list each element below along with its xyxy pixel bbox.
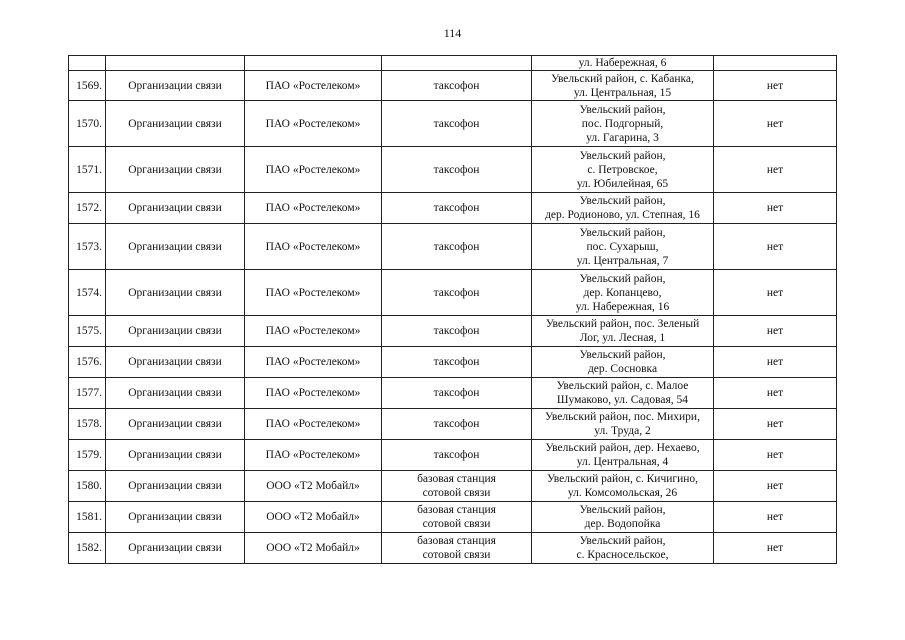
table-row xyxy=(69,502,837,533)
table-body xyxy=(69,71,837,564)
table-row xyxy=(69,316,837,347)
cell-status: нет xyxy=(714,440,837,471)
address-line: ул. Центральная, 15 xyxy=(573,86,672,99)
cell-category xyxy=(106,56,245,71)
cell-object: таксофон xyxy=(382,378,532,409)
cell-num: 1569. xyxy=(69,71,106,101)
cell-object: таксофон xyxy=(382,101,532,147)
cell-num: 1572. xyxy=(69,193,106,224)
cell-object: таксофон xyxy=(382,193,532,224)
cell-category: Организации связи xyxy=(106,502,245,533)
cell-address xyxy=(532,378,714,409)
address-line: с. Петровское, xyxy=(587,163,658,176)
cell-org: ПАО «Ростелеком» xyxy=(245,193,382,224)
cell-org: ПАО «Ростелеком» xyxy=(245,147,382,193)
cell-category: Организации связи xyxy=(106,347,245,378)
cell-num: 1579. xyxy=(69,440,106,471)
cell-category: Организации связи xyxy=(106,471,245,502)
cell-num: 1580. xyxy=(69,471,106,502)
cell-num: 1575. xyxy=(69,316,106,347)
cell-object xyxy=(382,502,532,533)
cell-category: Организации связи xyxy=(106,270,245,316)
cell-status: нет xyxy=(714,347,837,378)
cell-address xyxy=(532,409,714,440)
cell-status: нет xyxy=(714,409,837,440)
cell-org: ПАО «Ростелеком» xyxy=(245,101,382,147)
cell-object: таксофон xyxy=(382,440,532,471)
cell-category: Организации связи xyxy=(106,224,245,270)
cell-num: 1571. xyxy=(69,147,106,193)
address-line: ул. Комсомольская, 26 xyxy=(567,487,678,499)
cell-address xyxy=(532,71,714,101)
cell-status: нет xyxy=(714,71,837,101)
table-row xyxy=(69,101,837,147)
address-line: Шумаково, ул. Садовая, 54 xyxy=(556,394,689,406)
table-row xyxy=(69,193,837,224)
cell-num: 1582. xyxy=(69,533,106,564)
table-row xyxy=(69,471,837,502)
address-line: Лог, ул. Лесная, 1 xyxy=(579,332,666,344)
cell-status: нет xyxy=(714,533,837,564)
address-line: Увельский район, пос. Михири, xyxy=(545,411,700,423)
table-row xyxy=(69,71,837,101)
address-line: пос. Сухарыш, xyxy=(586,240,659,253)
page-number: 114 xyxy=(443,26,462,40)
cell-org: ПАО «Ростелеком» xyxy=(245,71,382,101)
address-line: ул. Гагарина, 3 xyxy=(586,131,659,144)
cell-org: ПАО «Ростелеком» xyxy=(245,409,382,440)
address-line: ул. Центральная, 4 xyxy=(576,456,669,468)
table-row xyxy=(69,347,837,378)
cell-org xyxy=(245,56,382,71)
cell-address xyxy=(532,316,714,347)
cell-org: ПАО «Ростелеком» xyxy=(245,224,382,270)
cell-org: ПАО «Ростелеком» xyxy=(245,270,382,316)
cell-address xyxy=(532,224,714,270)
address-line: Увельский район, с. Малое xyxy=(556,380,689,392)
document-table xyxy=(68,55,837,564)
cell-num: 1570. xyxy=(69,101,106,147)
cell-address xyxy=(532,270,714,316)
cell-address xyxy=(532,347,714,378)
table-row xyxy=(69,409,837,440)
cell-status xyxy=(714,56,837,71)
cell-status: нет xyxy=(714,316,837,347)
address-line: ул. Центральная, 7 xyxy=(576,254,669,267)
object-line: сотовой связи xyxy=(422,487,491,499)
address-line: Увельский район, xyxy=(579,103,666,116)
object-line: сотовой связи xyxy=(422,518,491,530)
cell-num: 1576. xyxy=(69,347,106,378)
address-line: Увельский район, дер. Нехаево, xyxy=(545,442,700,454)
cell-category: Организации связи xyxy=(106,316,245,347)
cell-object: таксофон xyxy=(382,347,532,378)
table-row xyxy=(69,378,837,409)
address-line: дер. Родионово, ул. Степная, 16 xyxy=(545,209,700,221)
cell-org: ПАО «Ростелеком» xyxy=(245,347,382,378)
address-line: ул. Труда, 2 xyxy=(594,425,651,437)
object-line: базовая станция xyxy=(417,473,496,485)
address-line: Увельский район, с. Кичигино, xyxy=(546,473,699,485)
cell-address xyxy=(532,440,714,471)
address-line: с. Красносельское, xyxy=(576,549,669,561)
cell-object xyxy=(382,533,532,564)
cell-category: Организации связи xyxy=(106,71,245,101)
cell-status: нет xyxy=(714,471,837,502)
address-line: Увельский район, xyxy=(579,535,666,547)
cell-category: Организации связи xyxy=(106,533,245,564)
cell-category: Организации связи xyxy=(106,378,245,409)
object-line: сотовой связи xyxy=(422,549,491,561)
continuation-row xyxy=(69,56,837,71)
cell-address xyxy=(532,147,714,193)
table-row xyxy=(69,440,837,471)
address-line: Увельский район, xyxy=(579,349,666,361)
address-line: Увельский район, с. Кабанка, xyxy=(551,72,694,85)
cell-object: таксофон xyxy=(382,71,532,101)
cell-category: Организации связи xyxy=(106,193,245,224)
cell-org: ООО «Т2 Мобайл» xyxy=(245,502,382,533)
address-line: Увельский район, xyxy=(579,195,666,207)
address-line: дер. Сосновка xyxy=(587,363,658,375)
cell-object: таксофон xyxy=(382,224,532,270)
cell-num: 1573. xyxy=(69,224,106,270)
cell-address xyxy=(532,471,714,502)
cell-status: нет xyxy=(714,193,837,224)
cell-category: Организации связи xyxy=(106,101,245,147)
cell-address xyxy=(532,502,714,533)
cell-object xyxy=(382,56,532,71)
address-line: Увельский район, xyxy=(579,272,666,285)
cell-num: 1574. xyxy=(69,270,106,316)
address-line: Увельский район, xyxy=(579,504,666,516)
cell-object: таксофон xyxy=(382,409,532,440)
table-row xyxy=(69,270,837,316)
cell-address xyxy=(532,56,714,71)
address-line: Увельский район, пос. Зеленый xyxy=(545,318,700,330)
cell-address xyxy=(532,533,714,564)
table-row xyxy=(69,147,837,193)
cell-org: ООО «Т2 Мобайл» xyxy=(245,533,382,564)
cell-status: нет xyxy=(714,101,837,147)
cell-status: нет xyxy=(714,224,837,270)
cell-num: 1577. xyxy=(69,378,106,409)
cell-address xyxy=(532,193,714,224)
address-line: Увельский район, xyxy=(579,149,666,162)
cell-category: Организации связи xyxy=(106,147,245,193)
address-line: дер. Копанцево, xyxy=(583,286,662,299)
address-line: дер. Водопойка xyxy=(584,518,661,530)
address-line: пос. Подгорный, xyxy=(581,117,664,130)
address-line: ул. Юбилейная, 65 xyxy=(576,177,669,190)
table-row xyxy=(69,533,837,564)
cell-category: Организации связи xyxy=(106,440,245,471)
cell-category: Организации связи xyxy=(106,409,245,440)
cell-num: 1578. xyxy=(69,409,106,440)
object-line: базовая станция xyxy=(417,504,496,516)
cell-status: нет xyxy=(714,502,837,533)
address-line: ул. Набережная, 16 xyxy=(575,300,670,313)
cell-status: нет xyxy=(714,378,837,409)
table-row xyxy=(69,224,837,270)
cell-status: нет xyxy=(714,270,837,316)
cell-num xyxy=(69,56,106,71)
cell-org: ПАО «Ростелеком» xyxy=(245,440,382,471)
cell-status: нет xyxy=(714,147,837,193)
cell-object: таксофон xyxy=(382,147,532,193)
address-line: Увельский район, xyxy=(579,226,666,239)
cell-org: ПАО «Ростелеком» xyxy=(245,316,382,347)
cell-org: ПАО «Ростелеком» xyxy=(245,378,382,409)
cell-num: 1581. xyxy=(69,502,106,533)
cell-object: таксофон xyxy=(382,316,532,347)
cell-address xyxy=(532,101,714,147)
object-line: базовая станция xyxy=(417,535,496,547)
cell-object: таксофон xyxy=(382,270,532,316)
cell-org: ООО «Т2 Мобайл» xyxy=(245,471,382,502)
address-line: ул. Набережная, 6 xyxy=(578,57,667,69)
cell-object xyxy=(382,471,532,502)
